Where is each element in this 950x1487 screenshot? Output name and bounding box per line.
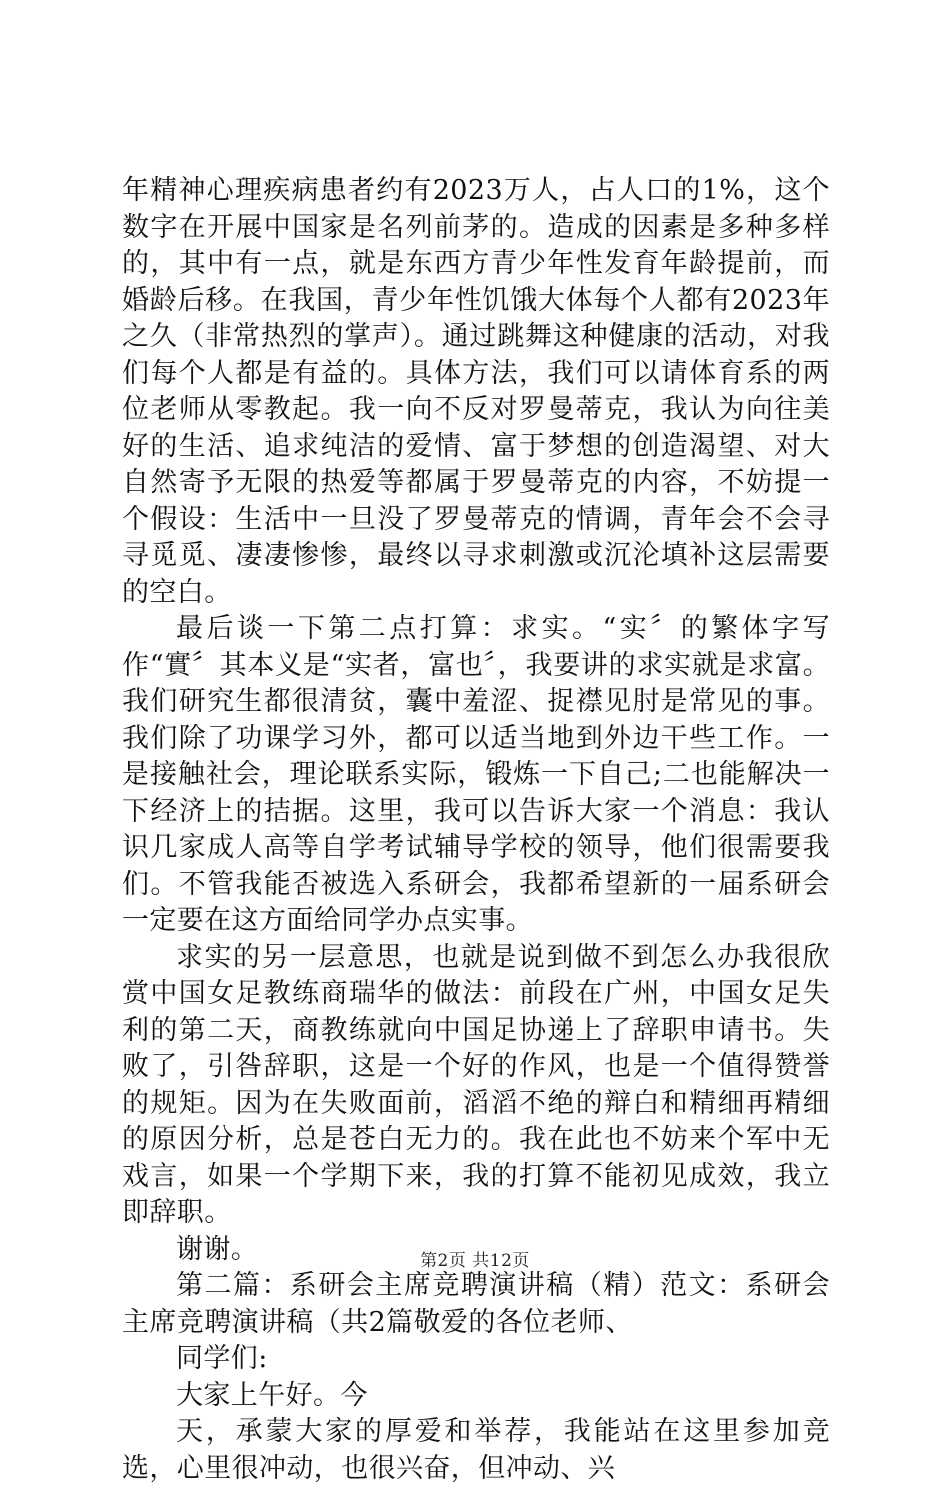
- paragraph-6: 同学们:: [176, 1343, 268, 1374]
- paragraph-3: 求实的另一层意思，也就是说到做不到怎么办我很欣赏中国女足教练商瑞华的做法：前段在广州，中国女足失利的第二天，商教练就向中国足协递上了辞职申请书。失败了，引咎辞职，这是一个好的作风，也是一个值得赞誉的规矩。因为在失败面前，滔滔不绝的辩白和精细再精细的原因分析，总是苍白无力的。我在此也不妨来个军中无戏言，如果一个学期下来，我的打算不能初见成效，我立即辞职。: [122, 941, 830, 1228]
- document-body: [122, 173, 830, 1487]
- paragraph-2: 最后谈一下第二点打算：求实。“实〞的繁体字写作“實〞其本义是“实者，富也〞，我要讲的求实就是求富。我们研究生都很清贫，囊中羞涩、捉襟见肘是常见的事。我们除了功课学习外，都可以适当地到外边干些工作。一是接触社会，理论联系实际，锻炼一下自己;二也能解决一下经济上的拮据。这里，我可以告诉大家一个消息：我认识几家成人高等自学考试辅导学校的领导，他们很需要我们。不管我能否被选入系研会，我都希望新的一届系研会一定要在这方面给同学办点实事。: [122, 613, 830, 936]
- paragraph-7: 大家上午好。今: [176, 1379, 368, 1411]
- paragraph-4: 谢谢。: [176, 1233, 259, 1265]
- paragraph-1: 年精神心理疾病患者约有2023万人，占人口的1%，这个数字在开展中国家是名列前茅的。造成的因素是多种多样的，其中有一点，就是东西方青少年性发育年龄提前，而婚龄后移。在我国，青少年性饥饿大体每个人都有2023年之久（非常热烈的掌声）。通过跳舞这种健康的活动，对我们每个人都是有益的。具体方法，我们可以请体育系的两位老师从零教起。我一向不反对罗曼蒂克，我认为向往美好的生活、追求纯洁的爱情、富于梦想的创造渴望、对大自然寄予无限的热爱等都属于罗曼蒂克的内容，不妨提一个假设：生活中一旦没了罗曼蒂克的情调，青年会不会寻寻觅觅、凄凄惨惨，最终以寻求刺激或沉沦填补这层需要的空白。: [122, 175, 830, 608]
- paragraph-8: 天，承蒙大家的厚爱和举荐，我能站在这里参加竞选，心里很冲动，也很兴奋，但冲动、兴: [122, 1416, 830, 1484]
- paragraph-5: 第二篇：系研会主席竞聘演讲稿（精）范文：系研会主席竞聘演讲稿（共2篇敬爱的各位老师、: [122, 1270, 830, 1338]
- page-footer: 第2页 共12页: [420, 1251, 530, 1271]
